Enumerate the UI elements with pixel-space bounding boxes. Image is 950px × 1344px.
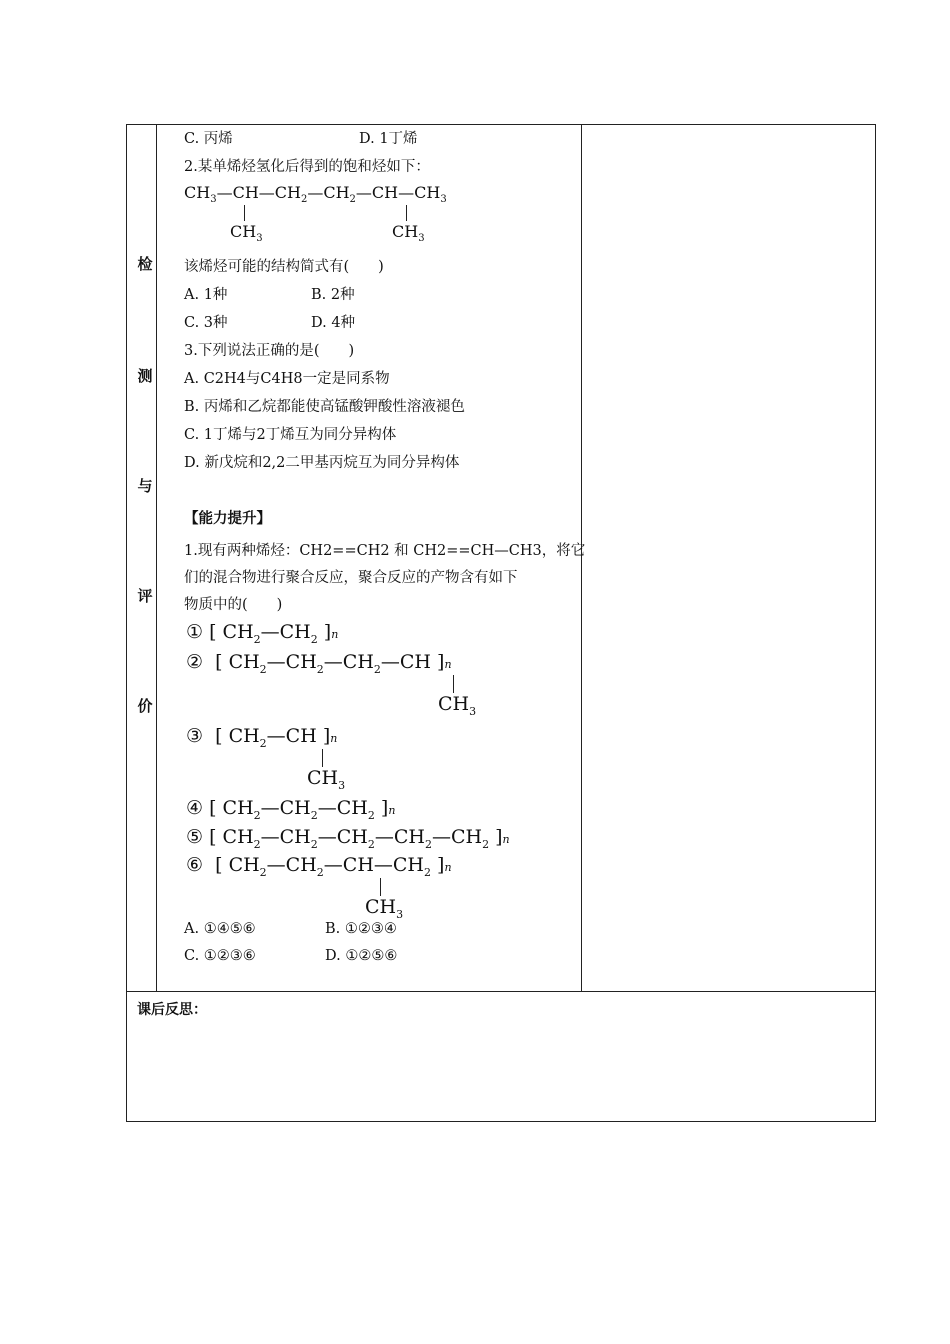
polymer-5: ⑤ [ $CH_2—CH_2—CH_2—CH_2—CH_2$ ]n	[186, 826, 510, 851]
q3-option-d: D. 新戊烷和2,2二甲基丙烷互为同分异构体	[184, 455, 460, 471]
polymer-6: ⑥ [ $CH_2—CH_2—CH—CH_2$ ]n	[186, 854, 452, 879]
polymer-6-bond	[380, 878, 381, 896]
polymer-3-branch: $CH_3$	[307, 767, 346, 792]
q2-option-a: A. 1种	[184, 287, 228, 303]
q3-option-a: A. C2H4与C4H8一定是同系物	[184, 371, 390, 387]
q2-bond-1	[244, 205, 245, 221]
row-divider	[127, 991, 875, 992]
q3-option-c: C. 1丁烯与2丁烯互为同分异构体	[184, 427, 397, 443]
polymer-2-bond	[453, 675, 454, 693]
q2-option-b: B. 2种	[311, 287, 355, 303]
ability-heading: 【能力提升】	[184, 511, 271, 527]
q1-option-c: C. 丙烯	[184, 131, 233, 147]
reflection-label: 课后反思：	[137, 1002, 207, 1018]
polymer-6-branch: $CH_3$	[365, 896, 404, 921]
q1-option-d: D. 1丁烯	[359, 131, 418, 147]
q2-branch-1: $CH_3$	[230, 222, 263, 245]
ability-option-a: A. ①④⑤⑥	[184, 921, 256, 937]
q3-option-b: B. 丙烯和乙烷都能使高锰酸钾酸性溶液褪色	[184, 399, 465, 415]
q2-option-c: C. 3种	[184, 315, 228, 331]
side-label-char: 检	[137, 255, 153, 273]
q2-question: 该烯烃可能的结构简式有( )	[184, 259, 384, 275]
q3-stem: 3.下列说法正确的是( )	[184, 343, 355, 359]
ability-q1-line-1: 1.现有两种烯烃：CH2==CH2 和 CH2==CH—CH3，将它	[184, 543, 586, 559]
side-label-char: 与	[137, 477, 153, 495]
polymer-1: ① [ $CH_2—CH_2$ ]n	[186, 621, 339, 646]
ability-q1-line-2: 们的混合物进行聚合反应，聚合反应的产物含有如下	[184, 570, 518, 586]
side-label-char: 评	[137, 587, 153, 605]
q2-branch-2: $CH_3$	[392, 222, 425, 245]
side-label-char: 价	[137, 697, 153, 715]
evaluation-table	[126, 124, 876, 1122]
q2-option-d: D. 4种	[311, 315, 356, 331]
q2-structure-main: $CH_3—CH—CH_2—CH_2—CH—CH_3$	[184, 183, 447, 206]
ability-option-b: B. ①②③④	[325, 921, 397, 937]
ability-option-d: D. ①②⑤⑥	[325, 948, 398, 964]
ability-option-c: C. ①②③⑥	[184, 948, 256, 964]
polymer-2-branch: $CH_3$	[438, 693, 477, 718]
polymer-2: ② [ $CH_2—CH_2—CH_2—CH$ ]n	[186, 651, 452, 676]
ability-q1-line-3: 物质中的( )	[184, 597, 283, 613]
polymer-3: ③ [ $CH_2—CH$ ]n	[186, 725, 338, 750]
polymer-4: ④ [ $CH_2—CH_2—CH_2$ ]n	[186, 797, 396, 822]
polymer-3-bond	[322, 749, 323, 767]
side-label-char: 测	[137, 367, 153, 385]
column-divider-left	[156, 125, 157, 991]
q2-stem: 2.某单烯烃氢化后得到的饱和烃如下：	[184, 159, 430, 175]
q2-bond-2	[406, 205, 407, 221]
